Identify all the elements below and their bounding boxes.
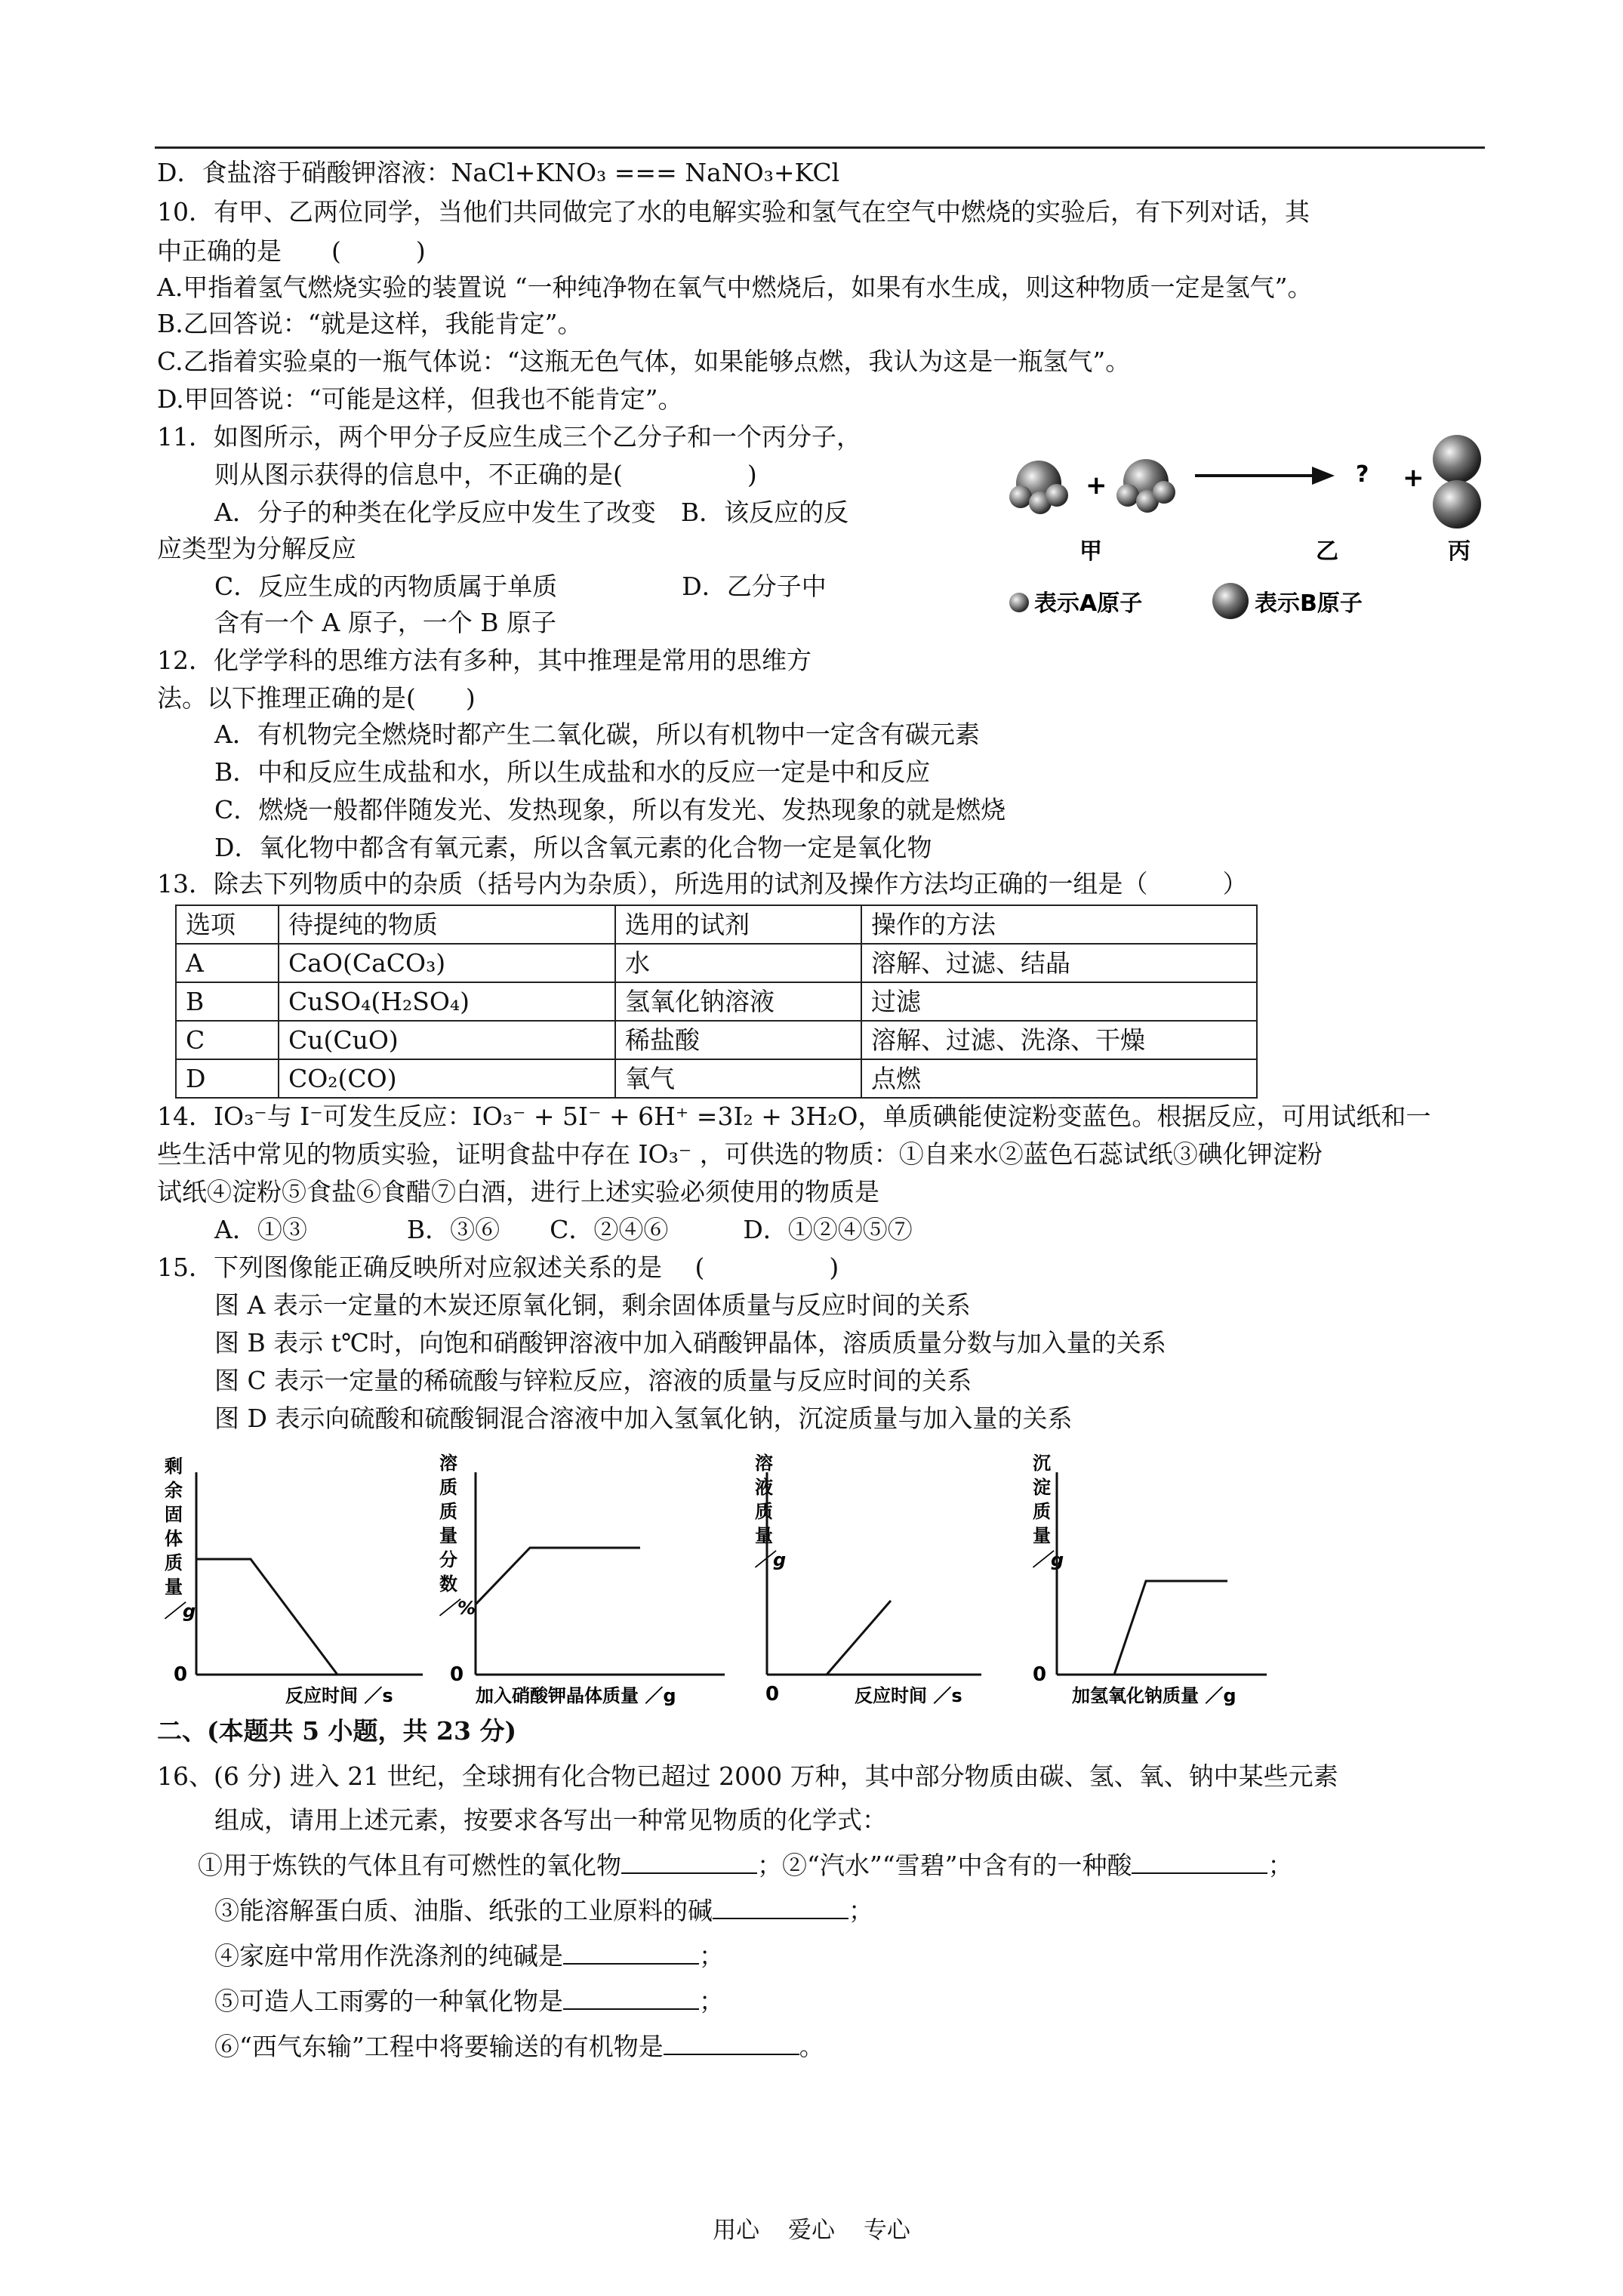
q14-options: A．①③ B．③⑥ C．②④⑥ D．①②④⑤⑦	[214, 1215, 913, 1244]
semicolon: ；	[848, 1896, 873, 1925]
q16-item-5-text: ⑤可造人工雨雾的一种氧化物是	[214, 1986, 563, 2016]
graph-b-curve	[476, 1548, 640, 1604]
graph-a-curve	[196, 1559, 337, 1675]
graph-d-curve	[1114, 1581, 1227, 1675]
ylabel-char: 固	[165, 1504, 183, 1525]
q11-stem: 11．如图所示，两个甲分子反应生成三个乙分子和一个丙分子，	[157, 422, 861, 451]
table-cell: 点燃	[861, 1059, 1257, 1098]
ylabel-char: 溶	[439, 1453, 457, 1474]
footer-word: 用心	[713, 2217, 760, 2244]
q16-item-3-row	[214, 1894, 873, 1928]
table-cell: 水	[615, 944, 861, 982]
origin-label: 0	[450, 1663, 464, 1686]
graph-c	[755, 1450, 996, 1706]
legend-b-atom	[1212, 583, 1249, 619]
semicolon: ；	[699, 1941, 724, 1971]
header-rule	[155, 146, 1485, 149]
q11-option-cd: C．反应生成的丙物质属于单质 D．乙分子中	[214, 572, 827, 601]
graph-c-ylabel	[755, 1453, 786, 1570]
molecule-reaction-figure	[995, 429, 1493, 631]
graph-d-xlabel: 加氢氧化钠质量 ／g	[1072, 1685, 1236, 1706]
table-header-cell: 选用的试剂	[615, 905, 861, 944]
jia-molecule-1	[1009, 461, 1068, 514]
table-cell: 溶解、过滤、结晶	[861, 944, 1257, 982]
q15-graph-c-desc: 图 C 表示一定量的稀硫酸与锌粒反应，溶液的质量与反应时间的关系	[214, 1366, 972, 1395]
q16-item-2-text: ；②“汽水”“雪碧”中含有的一种酸	[757, 1851, 1132, 1880]
table-row	[176, 944, 1257, 982]
table-cell: CO₂(CO)	[279, 1059, 615, 1098]
q16-answer-blank-5[interactable]	[563, 1984, 699, 2010]
ylabel-char: 体	[165, 1528, 183, 1549]
reaction-arrow-head	[1312, 467, 1335, 485]
ylabel-char: 淀	[1033, 1477, 1051, 1498]
q15-graph-a-desc: 图 A 表示一定量的木炭还原氧化铜，剩余固体质量与反应时间的关系	[214, 1290, 971, 1320]
table-header-cell: 操作的方法	[861, 905, 1257, 944]
q12-stem: 12．化学学科的思维方法有多种，其中推理是常用的思维方	[157, 646, 812, 675]
table-cell: 溶解、过滤、洗涤、干燥	[861, 1021, 1257, 1059]
table-row	[176, 1021, 1257, 1059]
ylabel-char: 质	[165, 1552, 183, 1573]
q16-stem: 16、(6 分) 进入 21 世纪，全球拥有化合物已超过 2000 万种，其中部分物质由碳、氢、氧、钠中某些元素	[157, 1761, 1338, 1791]
ylabel-char: ／g	[165, 1601, 196, 1622]
ylabel-char: 余	[165, 1480, 183, 1501]
ylabel-char: 分	[439, 1549, 457, 1570]
origin-label: 0	[765, 1683, 780, 1706]
table-cell: C	[176, 1021, 279, 1059]
period: 。	[799, 2032, 824, 2061]
q12-option-d: D．氧化物中都含有氧元素，所以含氧元素的化合物一定是氧化物	[214, 833, 932, 862]
table-cell: 氧气	[615, 1059, 861, 1098]
graph-c-curve	[827, 1601, 891, 1675]
q16-item-5-row	[214, 1984, 724, 2019]
ylabel-char: 溶	[755, 1453, 773, 1474]
ylabel-char: ／g	[755, 1549, 787, 1570]
table-cell: 过滤	[861, 982, 1257, 1021]
q12-option-b: B．中和反应生成盐和水，所以生成盐和水的反应一定是中和反应	[214, 757, 931, 787]
q10-option-c: C.乙指着实验桌的一瓶气体说：“这瓶无色气体，如果能够点燃，我认为这是一瓶氢气”。	[157, 347, 1131, 376]
unknown-product: ?	[1356, 461, 1369, 488]
q12-option-a: A．有机物完全燃烧时都产生二氧化碳，所以有机物中一定含有碳元素	[214, 720, 980, 749]
q11-option-ab: A．分子的种类在化学反应中发生了改变 B．该反应的反	[214, 498, 849, 527]
legend-a-text: 表示A原子	[1034, 590, 1143, 617]
table-header-row	[176, 905, 1257, 944]
q16-item-6-text: ⑥“西气东输”工程中将要输送的有机物是	[214, 2032, 664, 2061]
q13-table	[175, 905, 1258, 1099]
q13-stem: 13．除去下列物质中的杂质（括号内为杂质），所选用的试剂及操作方法均正确的一组是（ ）	[157, 869, 1248, 898]
ylabel-char: ／%	[439, 1598, 476, 1619]
table-header-cell: 选项	[176, 905, 279, 944]
origin-label: 0	[174, 1663, 188, 1686]
q16-answer-blank-2[interactable]	[1132, 1848, 1267, 1874]
ylabel-char: 液	[755, 1477, 773, 1498]
semicolon: ；	[699, 1986, 724, 2016]
table-cell: Cu(CuO)	[279, 1021, 615, 1059]
q16-item-4-text: ④家庭中常用作洗涤剂的纯碱是	[214, 1941, 563, 1971]
origin-label: 0	[1033, 1663, 1047, 1686]
jia-molecule-2	[1116, 459, 1175, 513]
footer-word: 专心	[863, 2217, 910, 2244]
graph-b-ylabel	[439, 1453, 476, 1619]
table-header-cell: 待提纯的物质	[279, 905, 615, 944]
graph-a	[160, 1450, 432, 1706]
q15-stem: 15．下列图像能正确反映所对应叙述关系的是 ( )	[157, 1253, 839, 1282]
label-yi: 乙	[1316, 538, 1338, 565]
q16-answer-blank-1[interactable]	[621, 1848, 757, 1874]
q16-item-4-row	[214, 1939, 724, 1974]
ylabel-char: 剩	[165, 1456, 183, 1477]
q16-answer-blank-4[interactable]	[563, 1939, 699, 1965]
ylabel-char: 质	[755, 1501, 773, 1522]
ylabel-char: 量	[165, 1576, 183, 1598]
bing-molecule	[1433, 435, 1481, 529]
q16-item-1-text: ①用于炼铁的气体且有可燃性的氧化物	[198, 1851, 621, 1880]
legend-b-text: 表示B原子	[1255, 590, 1363, 617]
ylabel-char: 数	[439, 1573, 457, 1595]
table-cell: A	[176, 944, 279, 982]
q15-graph-b-desc: 图 B 表示 t℃时，向饱和硝酸钾溶液中加入硝酸钾晶体，溶质质量分数与加入量的关系	[214, 1328, 1166, 1358]
graph-b-xlabel: 加入硝酸钾晶体质量 ／g	[476, 1685, 676, 1706]
q16-item-1-row	[198, 1848, 1292, 1883]
table-cell: 氢氧化钠溶液	[615, 982, 861, 1021]
q16-answer-blank-6[interactable]	[664, 2029, 799, 2055]
q16-item-3-text: ③能溶解蛋白质、油脂、纸张的工业原料的碱	[214, 1896, 713, 1925]
graph-a-ylabel	[164, 1456, 196, 1622]
ylabel-char: ／g	[1033, 1549, 1064, 1570]
table-cell: D	[176, 1059, 279, 1098]
graph-a-xlabel: 反应时间 ／s	[285, 1685, 393, 1706]
page-footer	[0, 2211, 1623, 2245]
graph-d-ylabel	[1033, 1453, 1064, 1570]
q12-option-c: C．燃烧一般都伴随发光、发热现象，所以有发光、发热现象的就是燃烧	[214, 795, 1006, 824]
q10-option-b: B.乙回答说：“就是这样，我能肯定”。	[157, 309, 583, 338]
ylabel-char: 量	[755, 1525, 773, 1546]
section-2-title: 二、(本题共 5 小题，共 23 分)	[157, 1716, 517, 1746]
q10-stem-cont: 中正确的是 ( )	[157, 236, 426, 266]
q10-option-a: A.甲指着氢气燃烧实验的装置说 “一种纯净物在氧气中燃烧后，如果有水生成，则这种物质一定是氢气”。	[157, 273, 1313, 302]
table-cell: CuSO₄(H₂SO₄)	[279, 982, 615, 1021]
plus-sign-1: +	[1086, 470, 1107, 501]
q10-option-d: D.甲回答说：“可能是这样，但我也不能肯定”。	[157, 384, 683, 414]
label-jia: 甲	[1079, 538, 1102, 565]
q14-stem: 14．IO₃⁻与 I⁻可发生反应：IO₃⁻ + 5I⁻ + 6H⁺ =3I₂ + 3H₂O，单质碘能使淀粉变蓝色。根据反应，可用试纸和一	[157, 1102, 1431, 1131]
ylabel-char: 量	[439, 1525, 457, 1546]
ylabel-char: 沉	[1033, 1453, 1051, 1474]
ylabel-char: 量	[1033, 1525, 1051, 1546]
label-bing: 丙	[1448, 538, 1471, 565]
ylabel-char: 质	[439, 1501, 457, 1522]
q16-answer-blank-3[interactable]	[713, 1894, 848, 1919]
ylabel-char: 质	[1033, 1501, 1051, 1522]
q11-stem-cont: 则从图示获得的信息中，不正确的是( )	[214, 460, 757, 489]
table-cell: CaO(CaCO₃)	[279, 944, 615, 982]
footer-word: 爱心	[788, 2217, 835, 2244]
q9-option-d: D．食盐溶于硝酸钾溶液：NaCl+KNO₃ === NaNO₃+KCl	[157, 158, 840, 187]
graph-c-xlabel: 反应时间 ／s	[855, 1685, 962, 1706]
q11-option-b-cont: 应类型为分解反应	[157, 534, 356, 563]
graph-b	[438, 1450, 740, 1706]
q16-item-6-row	[214, 2029, 824, 2064]
plus-sign-2: +	[1403, 463, 1424, 493]
q16-stem-cont: 组成，请用上述元素，按要求各写出一种常见物质的化学式：	[214, 1805, 887, 1835]
table-cell: B	[176, 982, 279, 1021]
q12-stem-cont: 法。以下推理正确的是( )	[157, 683, 476, 713]
semicolon: ；	[1267, 1851, 1293, 1880]
graph-d	[1033, 1450, 1282, 1706]
legend-a-atom	[1009, 593, 1029, 612]
ylabel-char: 质	[439, 1477, 457, 1498]
q10-stem: 10．有甲、乙两位同学，当他们共同做完了水的电解实验和氢气在空气中燃烧的实验后，有下列对话，其	[157, 197, 1310, 227]
table-cell: 稀盐酸	[615, 1021, 861, 1059]
q15-graph-d-desc: 图 D 表示向硫酸和硫酸铜混合溶液中加入氢氧化钠，沉淀质量与加入量的关系	[214, 1404, 1073, 1433]
table-row	[176, 982, 1257, 1021]
q14-stem-cont: 些生活中常见的物质实验，证明食盐中存在 IO₃⁻ ，可供选的物质：①自来水②蓝色石蕊试纸③碘化钾淀粉	[157, 1139, 1323, 1169]
q11-option-d-cont: 含有一个 A 原子，一个 B 原子	[214, 608, 557, 637]
q14-stem-cont2: 试纸④淀粉⑤食盐⑥食醋⑦白酒，进行上述实验必须使用的物质是	[157, 1177, 879, 1207]
table-row	[176, 1059, 1257, 1098]
